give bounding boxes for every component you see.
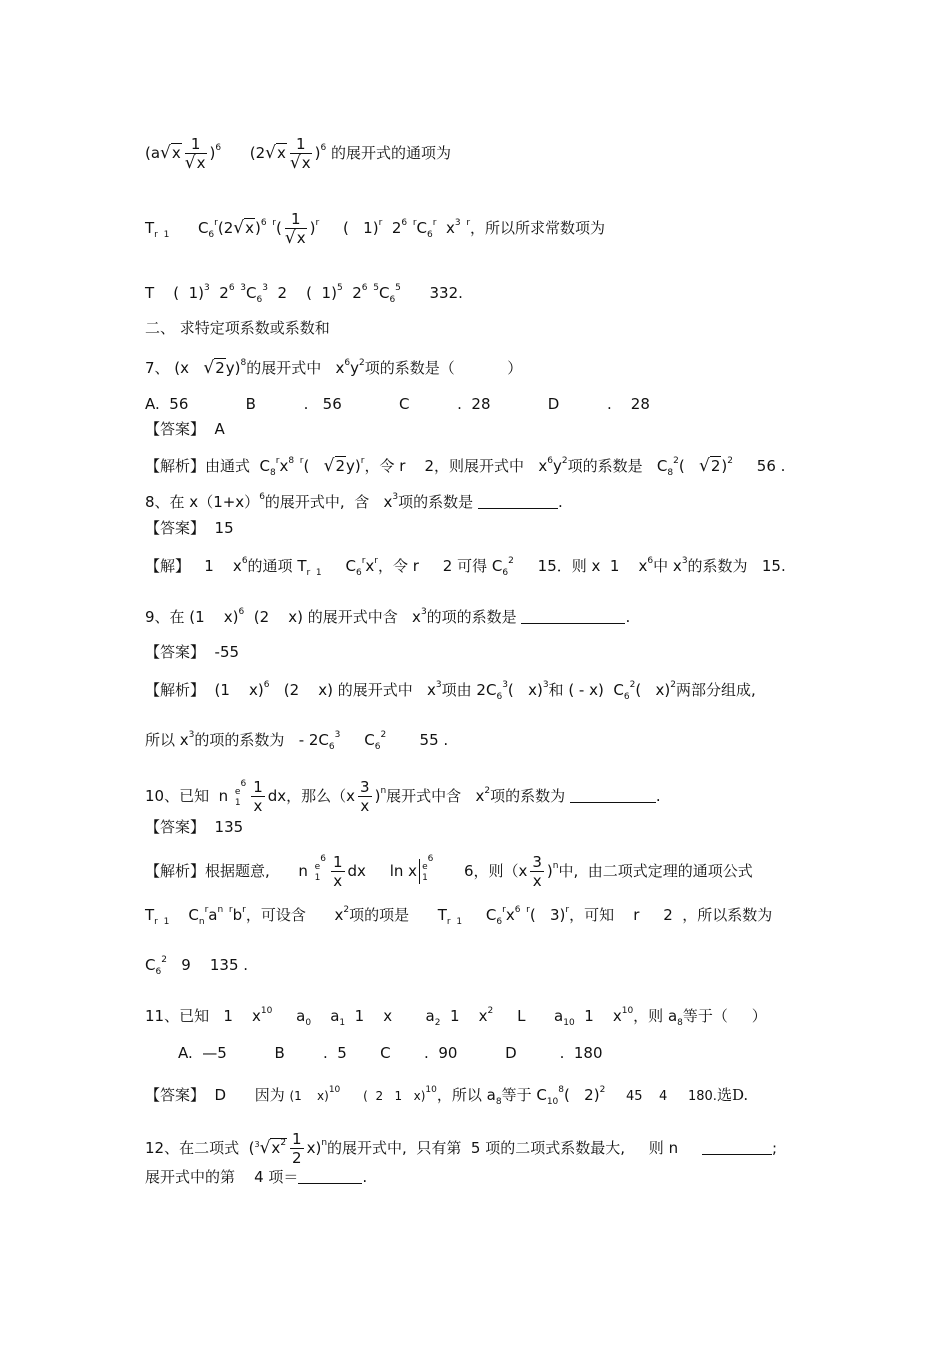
- solution-7: 【解析】由通式 $C_8^rx^{8 r}$( √2y)$^r$，令 r 2，则展开式中 $x^6y^2$项的系数是 $C_8^2$( √2)$^2$ 56 .: [145, 456, 786, 478]
- question-12: 12、在二项式 ($^3√x^2$ $\frac{1}{2}$ x)$^n$的展开式中, 只有第 5 项的二项式系数最大, 则 n ;: [145, 1130, 777, 1167]
- general-term-line: $T_{r 1}$ $C_6^r(2√x)^{6 r}$( $\frac{1}{√x}$ )$^r$ ( 1)$^r$ $2^{6 r}C_6^r$ $x^{3 r}$，所以所求常数项为: [145, 210, 606, 248]
- solution-9: 【解析】 (1 x)$^6$ (2 x) 的展开式中 $x^3$项由 $2C_6^3$( x)$^3$和 ( - x) $C_6^2$( x)$^2$两部分组成,: [145, 680, 756, 702]
- answer-10: 【答案】 135: [145, 818, 244, 836]
- question-12-cont: 展开式中的第 4 项＝ .: [145, 1168, 368, 1186]
- solution-10-cont: $T_{r 1}$ $C_n^ra^{n r}b^r$，可设含 $x^2$项的项是 $T_{r 1}$ $C_6^rx^{6 r}$( 3)$^r$，可知 r 2 ，所以系数为: [145, 905, 773, 927]
- answer-9: 【答案】 -55: [145, 643, 240, 661]
- answer-blank: [521, 609, 625, 624]
- answer-blank: [298, 1169, 362, 1184]
- solution-9-cont: 所以 $x^3$的项的系数为 - $2C_6^3$ $C_6^2$ 55 .: [145, 730, 449, 752]
- solution-8: 【解】 1 $x^6$的通项 $T_{r 1}$ $C_6^rx^r$，令 r 2 可得 $C_6^2$ 15．则 x 1 $x^6$中 $x^3$的系数为 15.: [145, 556, 786, 578]
- question-11: 11、已知 1 $x^{10}$ $a_0$ $a_1$ 1 x $a_2$ 1 $x^2$ L $a_{10}$ 1 $x^{10}$，则 $a_8$等于（ ）: [145, 1006, 767, 1028]
- question-11-options: A. —5 B . 5 C . 90 D . 180: [178, 1044, 603, 1062]
- answer-11: 【答案】 D 因为 (1 x)$^{10}$ ( 2 1 x)$^{10}$，所以 $a_8$等于 $C_{10}^8$( 2)$^2$ 45 4 180.选D.: [145, 1085, 749, 1107]
- question-10: 10、已知 n $e^6$ 1 $\frac{1}{x}$ dx，那么（x $\frac{3}{x}$ )$^n$展开式中含 $x^2$项的系数为 .: [145, 778, 661, 815]
- answer-blank: [570, 788, 656, 803]
- answer-7: 【答案】 A: [145, 420, 225, 438]
- question-8: 8、在 $x(1+x)^6$的展开式中, 含 $x^3$项的系数是 .: [145, 492, 563, 511]
- answer-8: 【答案】 15: [145, 519, 234, 537]
- constant-term-line: T ( 1)$^3$ $2^{6 3}C_6^3$ 2 ( 1)$^5$ $2^{6 5}C_6^5$ 332.: [145, 283, 463, 305]
- question-9: 9、在 (1 x)$^6$ (2 x) 的展开式中含 $x^3$的项的系数是 .: [145, 607, 631, 626]
- solution-10-result: $C_6^2$ 9 135 .: [145, 955, 249, 977]
- expansion-line: (a√x $\frac{1}{√x}$ )$^6$ (2√x $\frac{1}{√x}$ )$^6$ 的展开式的通项为: [145, 135, 451, 173]
- solution-10: 【解析】根据题意, n $e^6$ 1 $\frac{1}{x}$ dx ln x $e^6$ 1 6，则（x $\frac{3}{x}$ )$^n$中, 由二项式定理的通项公式: [145, 853, 753, 890]
- section-heading: 二、 求特定项系数或系数和: [145, 319, 330, 337]
- question-7: 7、 (x √2y)$^8$的展开式中 $x^6y^2$项的系数是（ ）: [145, 358, 523, 378]
- answer-blank: [478, 494, 558, 509]
- answer-blank: [702, 1140, 772, 1155]
- integral-symbol: $e^6$ 1: [234, 779, 247, 808]
- question-7-options: A. 56 B . 56 C . 28 D . 28: [145, 395, 650, 413]
